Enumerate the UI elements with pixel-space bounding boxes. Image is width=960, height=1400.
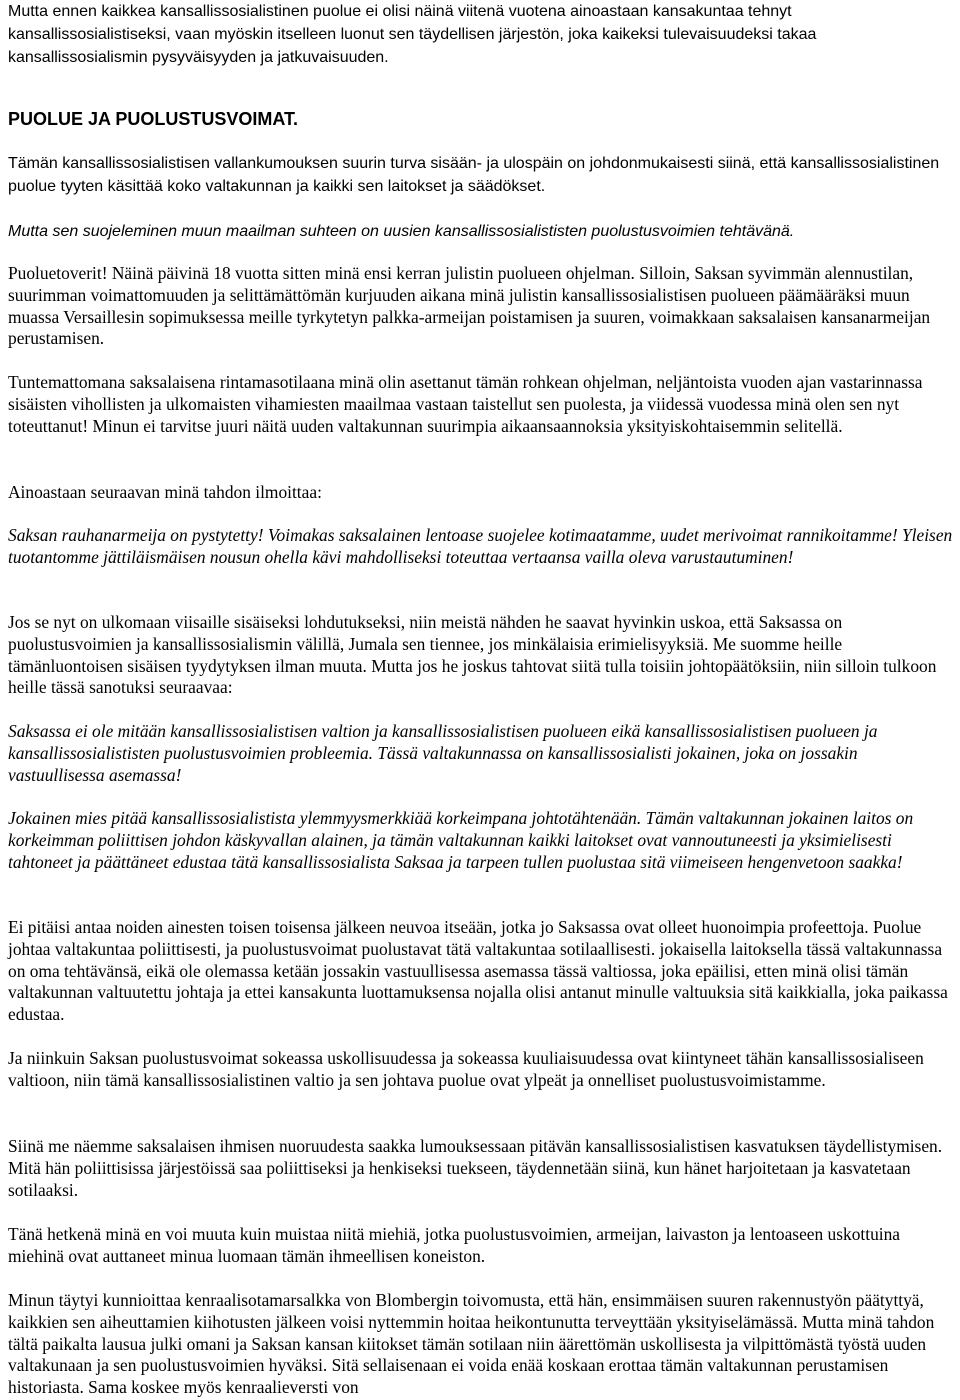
- paragraph-party-comrades: Puoluetoverit! Näinä päivinä 18 vuotta sitten minä ensi kerran julistin puolueen ohjelman. Silloin, Saksan syvimmän alennustilan, suurimman voimattomuuden ja selittämättömän kurjuuden aikana minä julistin kansallissosialistisen puolueen päämääräksi muun muassa Versaillesin sopimuksessa meille tyrkytetyn palkka-armeijan poistamisen ja suuren, voimakkaan saksalaisen kansanarmeijan perustamisen.: [8, 263, 931, 349]
- paragraph-intro: Mutta ennen kaikkea kansallissosialistinen puolue ei olisi näinä viitenä vuotena ainoastaan kansakuntaa tehnyt kansallissosialistiseksi, vaan myöskin itselleen luonut sen täydellisen järjestön, joka kaikeksi tulevaisuudeksi takaa kansallissosialismin pysyväisyyden ja jatkuvaisuuden.: [8, 3, 817, 66]
- paragraph-prophets: Ei pitäisi antaa noiden ainesten toisen toisensa jälkeen neuvoa itseään, jotka jo Saksassa ovat olleet huonoimpia profeettoja. Puolue johtaa valtakuntaa poliittisesti, ja puolustusvoimat puolustavat tätä valtakuntaa sotilaallisesti. jokaisella laitoksella tässä valtakunnassa on oma tehtävänsä, eikä ole olemassa ketään jossakin vastuullisessa asemassa tässä valtiossa, joka epäilisi, etten minä olisi tämän valtakunnan valtuutettu johtaja ja ettei kansakunta luottamuksensa nojalla olisi antanut minulle valtuuksia sitä kaikkialla, joka paikassa edustaa.: [8, 917, 948, 1025]
- paragraph-foreign-observers: Jos se nyt on ulkomaan viisaille sisäiseksi lohdutukseksi, niin meistä nähden he saavat hyvinkin uskoa, että Saksassa on puolustusvoimien ja kansallissosialismin välillä, Jumala sen tiennee, jos minkälaisia erimielisyyksiä. Me suomme heille tämänluontoisen sisäisen tyydytyksen ilman muuta. Mutta jos he joskus tahtovat siitä tulla toisiin johtopäätöksiin, niin silloin tulkoon heille tässä sanotuksi seuraavaa:: [8, 612, 937, 698]
- paragraph-blomberg: Minun täytyi kunnioittaa kenraalisotamarsalkka von Blombergin toivomusta, että hän, ensimmäisen suuren rakennustyön päätyttyä, kaikkien sen aiheuttamien kiihotusten jälkeen voisi nyttemmin hoitaa heikontunutta terveyttään yksityiselämässä. Mutta minä tahdon tältä paikalta lausua julki omani ja Saksan kansan kiitokset tämän sotilaan niin äärettömän uskollisesta ja vilpittömästä työstä uuden valtakunaan ja sen puolustusvoimien hyväksi. Sitä sellaisenaan ei voida enää koskaan erottaa tämän valtakunnan perustamisen historiasta. Sama koskee myös kenraalieversti von: [8, 1290, 935, 1398]
- section-heading: PUOLUE JA PUOLUSTUSVOIMAT.: [8, 109, 299, 129]
- paragraph-remember-men: Tänä hetkenä minä en voi muuta kuin muistaa niitä miehiä, jotka puolustusvoimien, armeijan, laivaston ja lentoaseen uskottuina miehinä ovat auttaneet minua luomaan tämän ihmeellisen koneiston.: [8, 1224, 901, 1266]
- paragraph-no-problem: Saksassa ei ole mitään kansallissosialistisen valtion ja kansallissosialistisen puolueen eikä kansallissosialistisen puolueen ja kansallissosialististen puolustusvoimien probleemia. Tässä valtakunnassa on kansallissosialisti jokainen, joka on jossakin vastuullisessa asemassa!: [8, 721, 878, 785]
- paragraph-education: Siinä me näemme saksalaisen ihmisen nuoruudesta saakka lumouksessaan pitävän kansallissosialistisen kasvatuksen täydellistymisen. Mitä hän poliittisissa järjestöissä saa poliittiseksi ja henkiseksi tuekseen, täydennetään siinä, kun hänet harjoitetaan ja kasvatetaan sotilaaksi.: [8, 1136, 943, 1200]
- paragraph-front-soldier: Tuntemattomana saksalaisena rintamasotilaana minä olin asettanut tämän rohkean ohjelman, neljäntoista vuoden ajan vastarinnassa sisäisten vihollisten ja ulkomaisten vihamiesten maailmaa vastaan taistellut sen puolesta, ja viidessä vuodessa minä olen sen nyt toteuttanut! Minun ei tarvitse juuri näitä uuden valtakunnan suurimpia aikaansaannoksia yksityiskohtaisemmin selitellä.: [8, 372, 923, 436]
- paragraph-guiding-star: Jokainen mies pitää kansallissosialistista ylemmyysmerkkiää korkeimpana johtotähtenään. Tämän valtakunnan jokainen laitos on korkeimman poliittisen johdon käskyvallan alainen, ja tämän valtakunnan kaikki laitokset ovat vannoutuneesti ja yksimielisesti tahtoneet ja päättäneet edustaa tätä kansallissosialista Saksaa ja tarpeen tullen puolustaa sitä viimeiseen hengenvetoon saakka!: [8, 808, 914, 872]
- paragraph-peace-army: Saksan rauhanarmeija on pystytetty! Voimakas saksalainen lentoase suojelee kotimaatamme, uudet merivoimat rannikoitamme! Yleisen tuotantomme jättiläismäisen nousun ohella kävi mahdolliseksi toteuttaa vertaansa vailla oleva varustautuminen!: [8, 525, 953, 567]
- paragraph-revolution-safeguard: Tämän kansallissosialistisen vallankumouksen suurin turva sisään- ja ulospäin on johdonmukaisesti siinä, että kansallissosialistinen puolue tyyten käsittää koko valtakunnan ja kaikki sen laitokset ja säädökset.: [8, 155, 940, 195]
- paragraph-defence-task: Mutta sen suojeleminen muun maailman suhteen on uusien kansallissosialististen puolustusvoimien tehtävänä.: [8, 223, 795, 240]
- paragraph-announcement-intro: Ainoastaan seuraavan minä tahdon ilmoittaa:: [8, 482, 322, 502]
- paragraph-loyalty: Ja niinkuin Saksan puolustusvoimat sokeassa uskollisuudessa ja sokeassa kuuliaisuudessa ovat kiintyneet tähän kansallissosialiseen valtioon, niin tämä kansallissosialistinen valtio ja sen johtava puolue ovat ylpeät ja onnelliset puolustusvoimistamme.: [8, 1048, 924, 1090]
